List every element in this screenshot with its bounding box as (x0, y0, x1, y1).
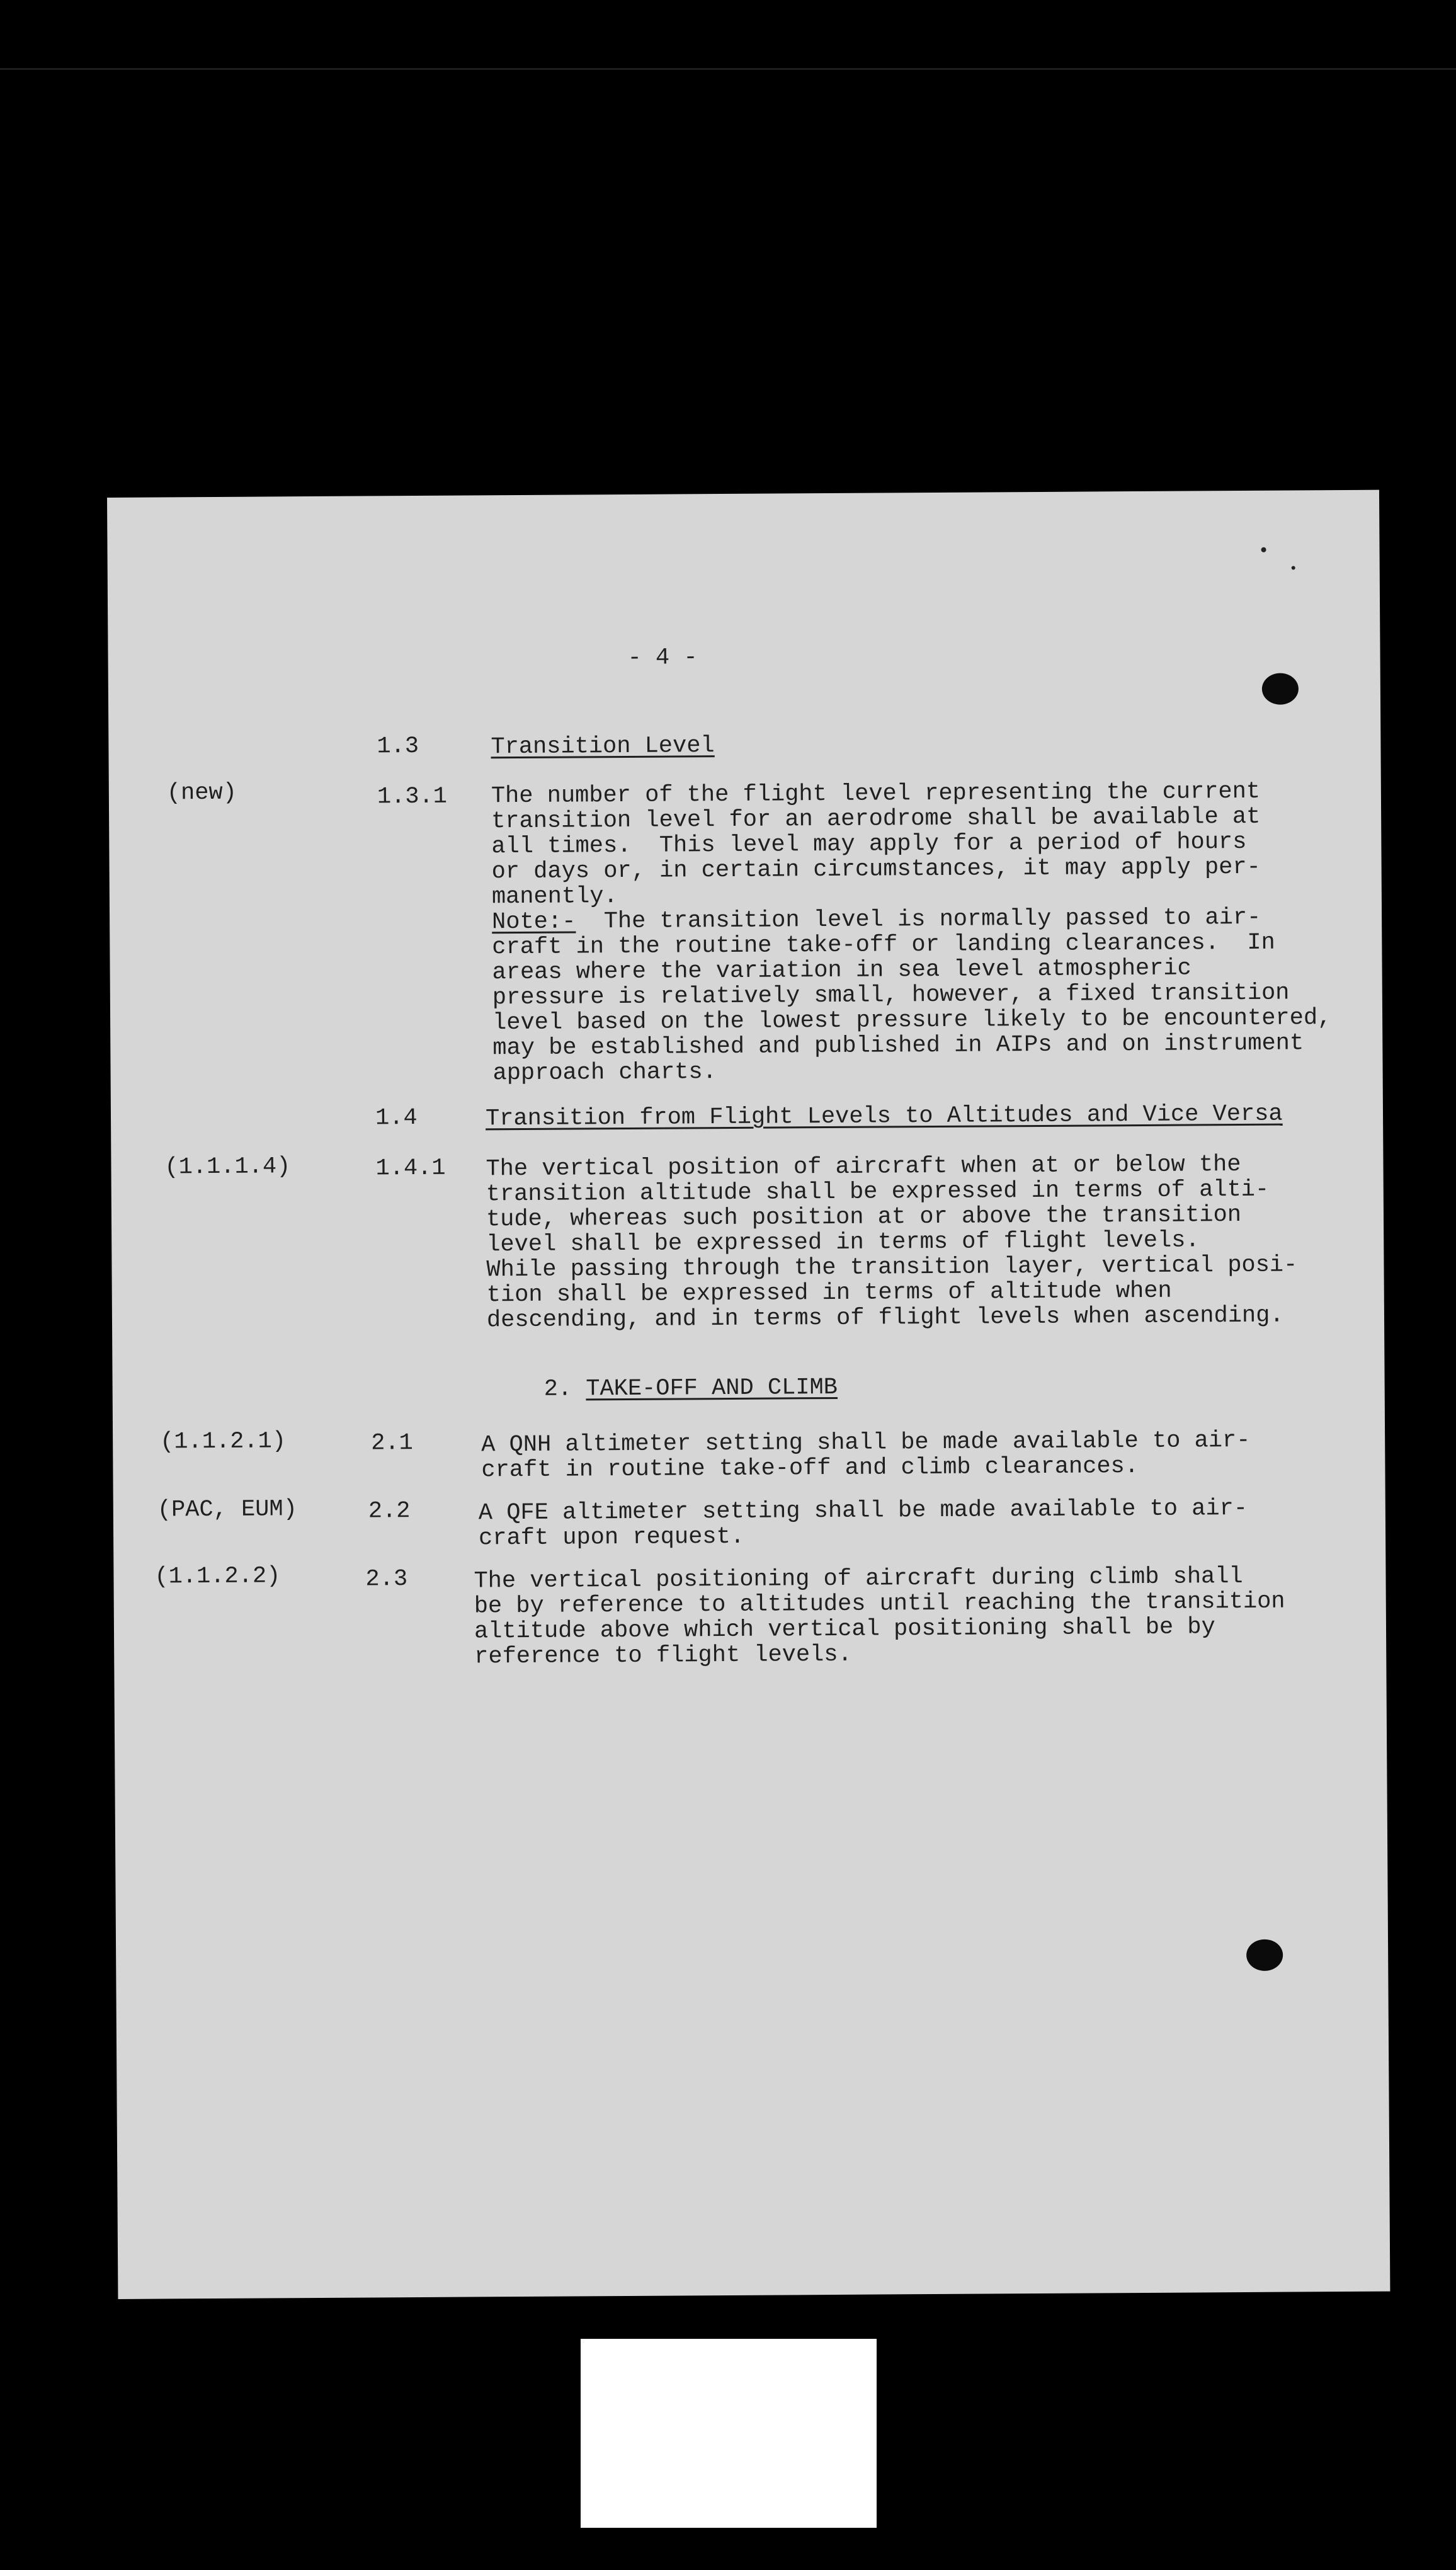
paragraph-body (481, 1428, 1251, 1483)
text-line: level shall be expressed in terms of flight levels. (486, 1227, 1200, 1259)
text-line: manently. (491, 883, 618, 911)
text-line: altitude above which vertical positioning shall be by (474, 1614, 1215, 1645)
text-line: transition altitude shall be expressed in terms of alti- (486, 1176, 1270, 1208)
text-line: level based on the lowest pressure likely to be encountered, (492, 1005, 1332, 1037)
section-number: 1.3 (377, 733, 419, 760)
paragraph-body (479, 1496, 1248, 1551)
margin-reference: (1.1.2.2) (154, 1563, 281, 1591)
note-text: The transition level is normally passed to air- (576, 904, 1261, 935)
text-line: The vertical positioning of aircraft during climb shall (474, 1563, 1243, 1595)
text-line: areas where the variation in sea level atmospheric (492, 955, 1192, 986)
paragraph-body (491, 779, 1332, 1086)
text-line: tude, whereas such position at or above the transition (486, 1202, 1242, 1233)
section-heading: Transition from Flight Levels to Altitudes and Vice Versa (485, 1100, 1283, 1133)
page-number: - 4 - (627, 644, 698, 671)
section-heading: Transition Level (491, 733, 715, 761)
margin-reference: (new) (166, 779, 237, 807)
text-line: A QNH altimeter setting shall be made available to air- (481, 1427, 1251, 1459)
text-line: may be established and published in AIPs and on instrument (492, 1030, 1304, 1062)
text-line: craft upon request. (478, 1523, 745, 1552)
paragraph-number: 2.3 (365, 1566, 408, 1593)
text-line: reference to flight levels. (474, 1641, 852, 1670)
text-line: craft in routine take-off and climb clearances. (481, 1453, 1139, 1484)
paragraph-number: 2.1 (371, 1430, 413, 1457)
section-number: 1.4 (375, 1105, 418, 1132)
paragraph-body (486, 1151, 1297, 1333)
text-line: While passing through the transition layer, vertical posi- (486, 1252, 1298, 1284)
paragraph-body (474, 1564, 1285, 1670)
text-line: A QFE altimeter setting shall be made available to air- (478, 1495, 1248, 1527)
chapter-title: TAKE-OFF AND CLIMB (586, 1374, 838, 1403)
margin-reference: (1.1.2.1) (160, 1428, 287, 1456)
text-line: tion shall be expressed in terms of altitude when (486, 1277, 1172, 1309)
chapter-number: 2. (543, 1376, 572, 1403)
text-line: approach charts. (492, 1059, 717, 1087)
speck (1261, 547, 1266, 552)
text-line: be by reference to altitudes until reaching the transition (474, 1588, 1285, 1620)
paragraph-number: 1.3.1 (377, 783, 448, 811)
note-label: Note:- (492, 908, 576, 936)
punch-hole (1246, 1939, 1283, 1971)
blank-target-card (581, 2339, 877, 2528)
text-line: all times. This level may apply for a period of hours (491, 828, 1247, 860)
text-line: or days or, in certain circumstances, it may apply per- (491, 854, 1261, 886)
text-line: descending, and in terms of flight levels when ascending. (486, 1302, 1284, 1334)
chapter-heading (544, 1375, 838, 1402)
text-line: The number of the flight level representing the current (491, 778, 1261, 810)
text-line: craft in the routine take-off or landing clearances. In (492, 929, 1275, 961)
document-page (107, 490, 1390, 2299)
paragraph-number: 1.4.1 (375, 1155, 446, 1182)
speck (1292, 566, 1295, 569)
text-line: transition level for an aerodrome shall be available at (491, 803, 1261, 835)
punch-hole (1262, 673, 1299, 704)
margin-reference: (PAC, EUM) (157, 1496, 297, 1524)
margin-reference: (1.1.1.4) (164, 1153, 291, 1181)
paragraph-number: 2.2 (368, 1498, 411, 1525)
text-line: The vertical position of aircraft when at or below the (486, 1151, 1241, 1183)
text-line: pressure is relatively small, however, a fixed transition (492, 979, 1290, 1012)
film-edge-line (0, 68, 1456, 70)
